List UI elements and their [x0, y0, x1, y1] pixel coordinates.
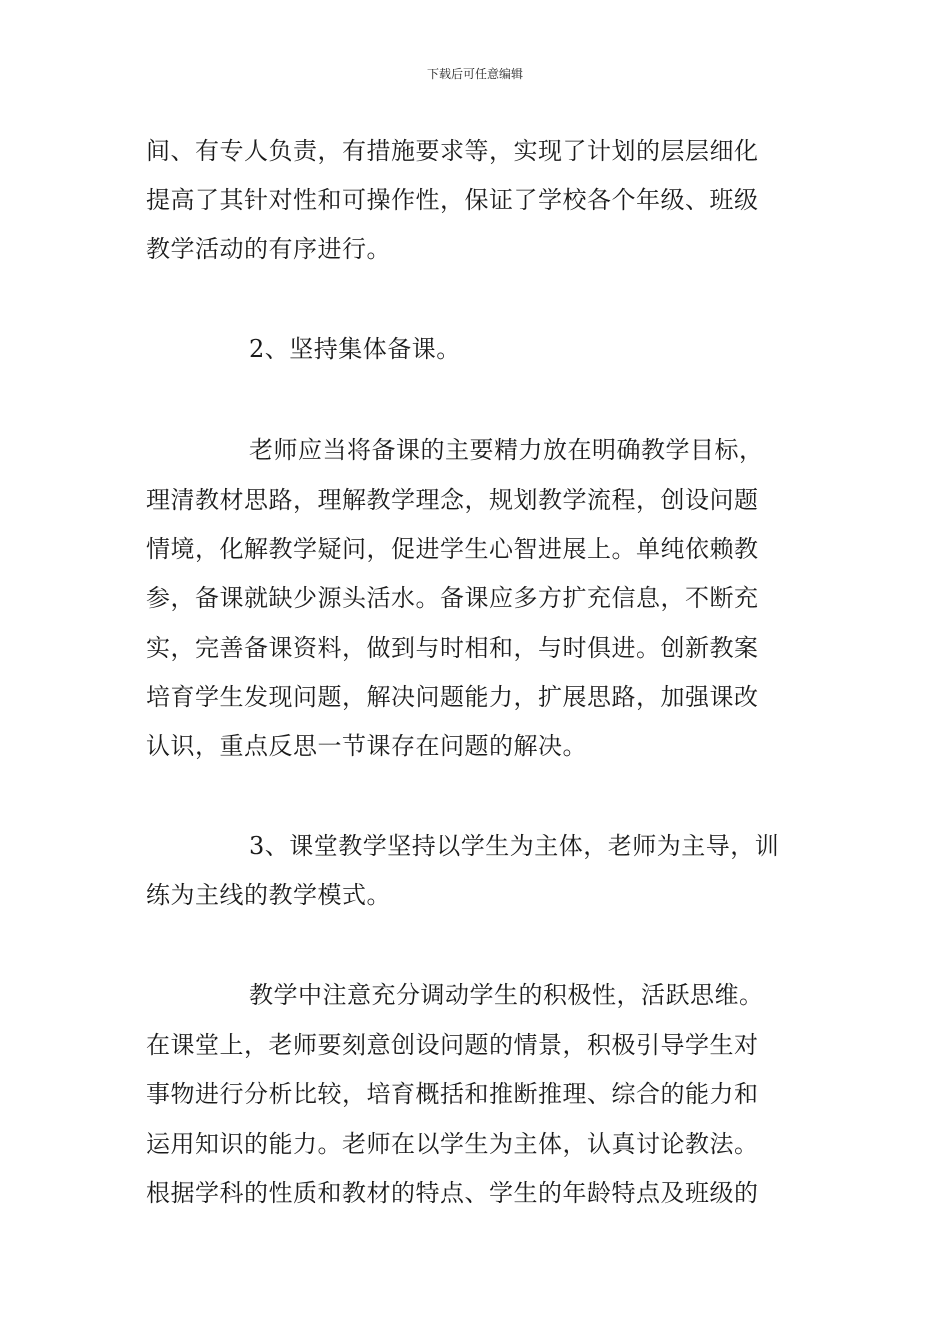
section-heading-3-line-1: 3、课堂教学坚持以学生为主体，老师为主导，训	[249, 832, 780, 860]
paragraph-3-line-3: 情境，化解教学疑问，促进学生心智进展上。单纯依赖教	[146, 535, 759, 563]
paragraph-5-line-5: 根据学科的性质和教材的特点、学生的年龄特点及班级的	[146, 1179, 759, 1207]
paragraph-1-line-3: 教学活动的有序进行。	[146, 235, 391, 263]
paragraph-3-line-5: 实，完善备课资料，做到与时相和，与时俱进。创新教案	[146, 634, 759, 662]
paragraph-3-line-4: 参，备课就缺少源头活水。备课应多方扩充信息，不断充	[146, 584, 759, 612]
paragraph-3-line-1: 老师应当将备课的主要精力放在明确教学目标，	[249, 436, 764, 464]
paragraph-1-line-2: 提高了其针对性和可操作性，保证了学校各个年级、班级	[146, 186, 759, 214]
paragraph-5-line-3: 事物进行分析比较，培育概括和推断推理、综合的能力和	[146, 1080, 759, 1108]
paragraph-3-line-2: 理清教材思路，理解教学理念，规划教学流程，创设问题	[146, 486, 759, 514]
paragraph-1-line-1: 间、有专人负责，有措施要求等，实现了计划的层层细化	[146, 137, 759, 165]
page-header: 下载后可任意编辑	[426, 67, 523, 81]
paragraph-5-line-1: 教学中注意充分调动学生的积极性，活跃思维。	[249, 981, 764, 1009]
paragraph-3-line-7: 认识，重点反思一节课存在问题的解决。	[146, 732, 587, 760]
section-heading-2: 2、坚持集体备课。	[249, 335, 461, 363]
paragraph-5-line-2: 在课堂上，老师要刻意创设问题的情景，积极引导学生对	[146, 1031, 759, 1059]
section-heading-3-line-2: 练为主线的教学模式。	[146, 881, 391, 909]
paragraph-5-line-4: 运用知识的能力。老师在以学生为主体，认真讨论教法。	[146, 1130, 759, 1158]
paragraph-3-line-6: 培育学生发现问题，解决问题能力，扩展思路，加强课改	[146, 683, 759, 711]
